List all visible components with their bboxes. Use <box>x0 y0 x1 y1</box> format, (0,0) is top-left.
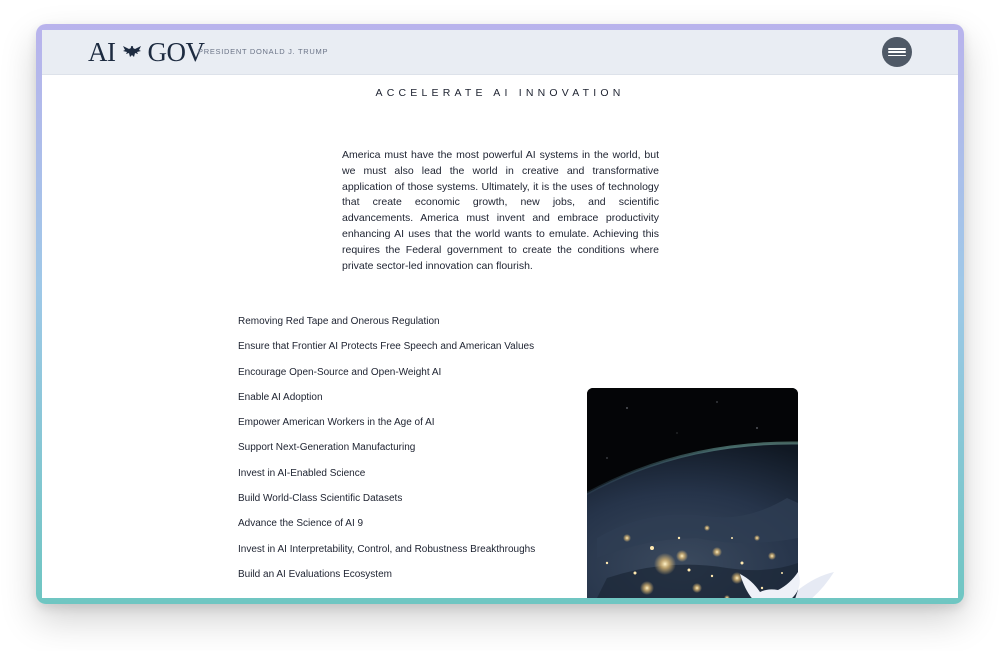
logo-ai-text: AI <box>88 36 116 67</box>
logo-gov-text: GOV <box>147 36 205 67</box>
policy-item-manufacturing[interactable]: Support Next-Generation Manufacturing <box>238 442 416 454</box>
policy-item-evaluations[interactable]: Build an AI Evaluations Ecosystem <box>238 568 392 580</box>
policy-item-datasets[interactable]: Build World-Class Scientific Datasets <box>238 493 403 505</box>
policy-item-interpretability[interactable]: Invest in AI Interpretability, Control, and Robustness Breakthroughs <box>238 543 536 555</box>
intro-paragraph: America must have the most powerful AI systems in the world, but we must also lead the world in creative and transformative application of those systems. Ultimately, it is the uses of technology that create economic growth, new jobs, and scientific advancements. America must invent and embrace productivity enhancing AI uses that the world wants to emulate. Achieving this requires the Federal government to create the conditions where private sector-led innovation can flourish. <box>342 149 659 272</box>
president-label: PRESIDENT DONALD J. TRUMP <box>198 47 329 56</box>
ai-gov-logo[interactable] <box>88 38 205 66</box>
policy-list <box>238 316 535 594</box>
browser-frame <box>36 24 964 604</box>
bird-icon <box>738 570 838 598</box>
hamburger-menu-icon <box>888 48 906 56</box>
earth-illustration <box>587 388 798 598</box>
eagle-icon <box>122 42 142 62</box>
page-viewport <box>42 30 958 598</box>
section-title: ACCELERATE AI INNOVATION <box>375 87 625 99</box>
menu-button[interactable] <box>882 37 912 67</box>
policy-item-free-speech[interactable]: Ensure that Frontier AI Protects Free Speech and American Values <box>238 341 535 353</box>
policy-item-science-of-ai[interactable]: Advance the Science of AI 9 <box>238 518 364 530</box>
policy-item-workers[interactable]: Empower American Workers in the Age of AI <box>238 417 435 429</box>
policy-item-science[interactable]: Invest in AI-Enabled Science <box>238 467 366 479</box>
policy-item-adoption[interactable]: Enable AI Adoption <box>238 391 323 403</box>
earth-night-image <box>587 388 798 598</box>
policy-item-open-source[interactable]: Encourage Open-Source and Open-Weight AI <box>238 366 442 378</box>
policy-item-red-tape[interactable]: Removing Red Tape and Onerous Regulation <box>238 316 440 327</box>
site-header <box>42 30 958 75</box>
